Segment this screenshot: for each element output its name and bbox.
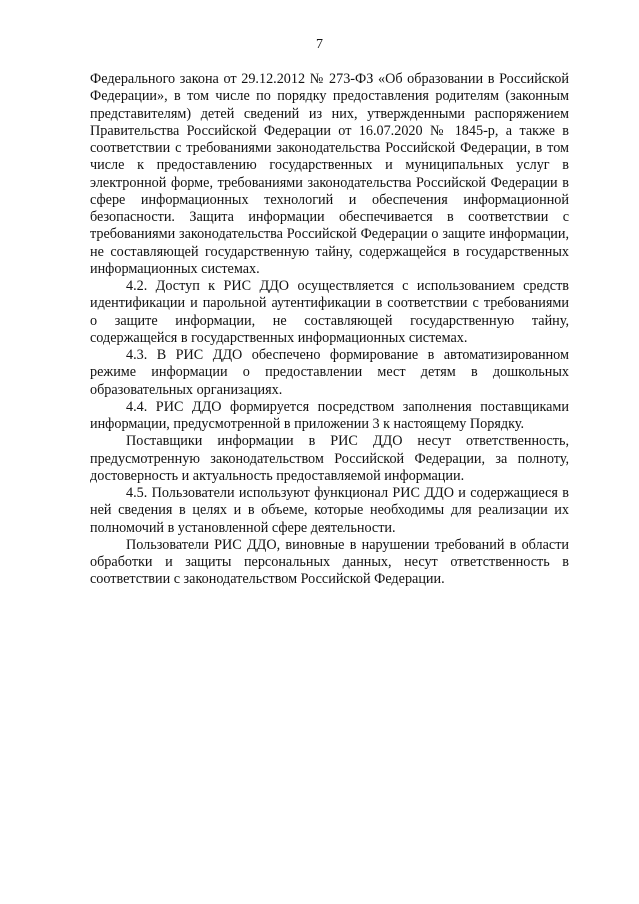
body-text [90, 71, 569, 589]
paragraph-continuation: Федерального закона от 29.12.2012 № 273-ФЗ «Об образовании в Российской Федерации», в том числе по порядку предоставления родителям (законным представителям) детей сведений из них, утвержденными распоряжением Правительства Российской Федерации от 16.07.2020 № 1845-р, а также в соответствии с требованиями законодательства Российской Федерации, в том числе к предоставлению государственных и муниципальных услуг в электронной форме, требованиями законодательства Российской Федерации в сфере информационных технологий и обеспечения информационной безопасности. Защита информации обеспечивается в соответствии с требованиями законодательства Российской Федерации о защите информации, не составляющей государственную тайну, содержащейся в государственных информационных системах. [90, 71, 569, 277]
paragraph-4-3: 4.3. В РИС ДДО обеспечено формирование в автоматизированном режиме информации о предоставлении мест детям в дошкольных образовательных организациях. [90, 347, 569, 398]
paragraph-4-5: 4.5. Пользователи используют функционал РИС ДДО и содержащиеся в ней сведения в целях и в объеме, которые необходимы для реализации их полномочий в установленной сфере деятельности. [90, 485, 569, 536]
paragraph-users-responsibility: Пользователи РИС ДДО, виновные в нарушении требований в области обработки и защиты персональных данных, несут ответственность в соответствии с законодательством Российской Федерации. [90, 536, 569, 588]
paragraph-4-4: 4.4. РИС ДДО формируется посредством заполнения поставщиками информации, предусмотренной в приложении 3 к настоящему Порядку. [90, 398, 569, 432]
paragraph-4-2: 4.2. Доступ к РИС ДДО осуществляется с использованием средств идентификации и парольной аутентификации в соответствии с требованиями о защите информации, не составляющей государственную тайну, содержащейся в государственных информационных системах. [90, 278, 569, 346]
paragraph-suppliers-responsibility: Поставщики информации в РИС ДДО несут ответственность, предусмотренную законодательством Российской Федерации, за полноту, достоверность и актуальность предоставляемой информации. [90, 433, 569, 484]
page-number: 7 [316, 37, 323, 52]
